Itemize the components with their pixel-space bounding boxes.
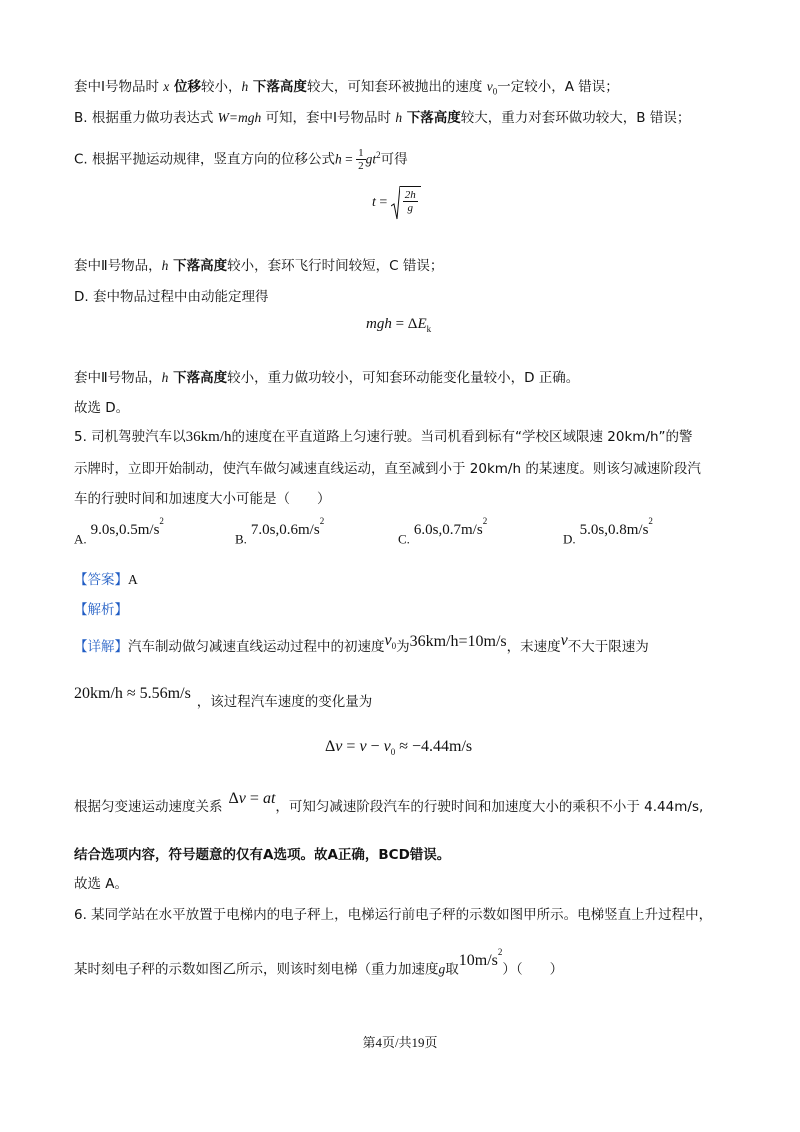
result: ≈ −4.44m/s <box>395 738 473 755</box>
question-6-line-1 <box>74 905 712 925</box>
text: D. 套中物品过程中由动能定理得 <box>74 289 269 305</box>
text: 一定较小，A 错误； <box>497 79 619 95</box>
var-v: v <box>238 790 246 807</box>
text: 较大，可知套环被抛出的速度 <box>306 79 487 95</box>
var-v: v <box>383 738 391 755</box>
answer-value: A <box>128 572 138 587</box>
text: 故选 A。 <box>74 876 129 892</box>
text: ，可知匀减速阶段汽车的行驶时间和加速度大小的乘积不小于 4.44m/s, <box>275 799 704 815</box>
detail-line-4 <box>74 845 450 865</box>
detail-line-3 <box>74 790 704 817</box>
detail-line-5 <box>74 874 128 894</box>
var-v: v <box>560 632 568 649</box>
text: 示牌时，立即开始制动，使汽车做匀减速直线运动，直至减到小于 20km/h 的某速度。则该匀减速阶段汽 <box>74 461 701 477</box>
text: C. 根据平抛运动规律，竖直方向的位移公式 <box>74 151 336 168</box>
option-value: 9.0s,0.5m/s <box>90 521 160 538</box>
var-h: h <box>395 110 403 125</box>
detail-line-2 <box>74 685 373 712</box>
text: 的速度在平直道路上匀速行驶。当司机看到标有“学校区域限速 20km/h”的警 <box>231 429 693 445</box>
text-line-7 <box>74 398 129 418</box>
text: 取 <box>445 961 459 978</box>
text: ）（ ） <box>502 961 564 978</box>
text: 较小，套环飞行时间较短，C 错误； <box>227 258 444 274</box>
answer-line <box>74 570 138 590</box>
var-at: at <box>262 790 276 807</box>
text: 汽车制动做匀减速直线运动过程中的初速度 <box>128 639 385 655</box>
analysis-tag: 【解析】 <box>74 602 128 618</box>
text-line-3 <box>74 145 408 172</box>
gravity-value: 10m/s <box>458 951 498 969</box>
var-v: v <box>486 79 493 94</box>
page-footer: 第4页/共19页 <box>362 1035 438 1050</box>
text-line-2 <box>74 108 690 128</box>
text: 套中Ⅱ号物品， <box>74 370 162 386</box>
superscript: 2 <box>376 150 381 160</box>
detail-line-1 <box>74 632 649 662</box>
denominator: g <box>407 202 414 214</box>
var-E: E <box>417 316 427 332</box>
sqrt-sign <box>391 186 421 220</box>
subscript: 0 <box>391 640 397 651</box>
var-v: v <box>335 738 343 755</box>
equals: = <box>245 790 263 807</box>
formula-work: W=mgh <box>217 110 262 125</box>
option-b[interactable] <box>235 516 325 549</box>
option-key: A. <box>74 531 87 547</box>
question-5-line-3 <box>74 489 331 509</box>
text: 故选 D。 <box>74 400 130 416</box>
fraction-2h-g <box>403 189 418 214</box>
text-line-1 <box>74 77 619 102</box>
text: ，末速度 <box>506 639 561 655</box>
question-5-line-2 <box>74 459 701 479</box>
var-g: g <box>438 961 446 977</box>
delta: Δ <box>228 790 239 807</box>
text: 5. 司机驾驶汽车以 <box>74 429 186 445</box>
equation-energy <box>366 316 431 334</box>
text: 为 <box>396 639 410 655</box>
superscript: 2 <box>319 516 325 526</box>
bold-text: 下落高度 <box>168 370 228 386</box>
numerator: 2h <box>404 189 416 201</box>
var-x: x <box>163 79 170 94</box>
option-key: C. <box>398 531 410 547</box>
superscript: 2 <box>159 516 164 526</box>
text: 某时刻电子秤的示数如图乙所示，则该时刻电梯（重力加速度 <box>74 961 439 978</box>
subscript: 0 <box>390 747 396 758</box>
question-5-line-1 <box>74 427 693 447</box>
delta: Δ <box>325 738 336 755</box>
var-h: h <box>161 258 169 273</box>
var-h: h <box>335 151 342 167</box>
text: 较小，重力做功较小，可知套环动能变化量较小，D 正确。 <box>227 370 580 386</box>
var-v: v <box>384 632 392 649</box>
bold-text: 位移 <box>169 79 201 95</box>
formula-mgh: mgh <box>366 316 392 332</box>
analysis-line <box>74 600 128 620</box>
radical-icon <box>391 186 400 220</box>
option-key: B. <box>235 531 247 547</box>
equals-delta: = Δ <box>391 316 418 332</box>
equation-time <box>372 186 421 220</box>
superscript: 2 <box>497 947 503 957</box>
text: ，该过程汽车速度的变化量为 <box>196 694 373 710</box>
speed-conversion: 36km/h=10m/s <box>409 633 507 650</box>
var-h: h <box>241 79 249 94</box>
text: 较小， <box>200 79 242 95</box>
question-6-line-2 <box>74 947 564 980</box>
equals: = <box>341 151 357 167</box>
var-gt: gt <box>365 151 377 167</box>
option-value: 7.0s,0.6m/s <box>250 521 320 538</box>
text: 不大于限速为 <box>567 639 649 655</box>
text: 6. 某同学站在水平放置于电梯内的电子秤上，电梯运行前电子秤的示数如图甲所示。电梯竖直上升过程中， <box>74 907 713 923</box>
text-line-6 <box>74 368 579 388</box>
superscript: 2 <box>648 516 653 526</box>
bold-text: 下落高度 <box>168 258 228 274</box>
text: 根据匀变速运动速度关系 <box>74 799 223 815</box>
option-a[interactable] <box>74 516 164 549</box>
bold-text: 结合选项内容，符号题意的仅有A选项。故A正确，BCD错误。 <box>74 847 451 863</box>
var-t: t <box>372 195 376 210</box>
fraction-half <box>356 147 366 172</box>
var-h: h <box>161 370 169 385</box>
var-v: v <box>359 738 367 755</box>
subscript: k <box>426 324 432 334</box>
text-line-4 <box>74 256 443 276</box>
text: B. 根据重力做功表达式 <box>74 110 218 126</box>
answer-tag: 【答案】 <box>74 572 128 588</box>
text: 可知，套中Ⅰ号物品时 <box>261 110 396 126</box>
bold-text: 下落高度 <box>248 79 307 95</box>
bold-text: 下落高度 <box>402 110 461 126</box>
option-value: 6.0s,0.7m/s <box>413 521 483 538</box>
text: 较大，重力对套环做功较大，B 错误； <box>460 110 691 126</box>
option-d[interactable] <box>563 516 653 549</box>
speed-value: 36km/h <box>185 429 232 445</box>
option-c[interactable] <box>398 516 488 549</box>
detail-tag: 【详解】 <box>74 639 128 655</box>
option-value: 5.0s,0.8m/s <box>579 521 649 538</box>
text: 可得 <box>380 151 408 168</box>
equals: = <box>375 195 391 210</box>
text: 套中Ⅰ号物品时 <box>74 79 164 95</box>
text-line-5 <box>74 287 268 307</box>
option-key: D. <box>563 531 576 547</box>
text: 车的行驶时间和加速度大小可能是（ ） <box>74 491 331 507</box>
text: 套中Ⅱ号物品， <box>74 258 162 274</box>
equation-delta-v <box>325 738 472 757</box>
denominator: 2 <box>358 160 364 172</box>
speed-limit-value: 20km/h ≈ 5.56m/s <box>74 685 191 702</box>
minus: − <box>366 738 384 755</box>
numerator: 1 <box>358 147 364 159</box>
equals: = <box>342 738 360 755</box>
subscript: 0 <box>492 86 498 97</box>
superscript: 2 <box>482 516 488 526</box>
